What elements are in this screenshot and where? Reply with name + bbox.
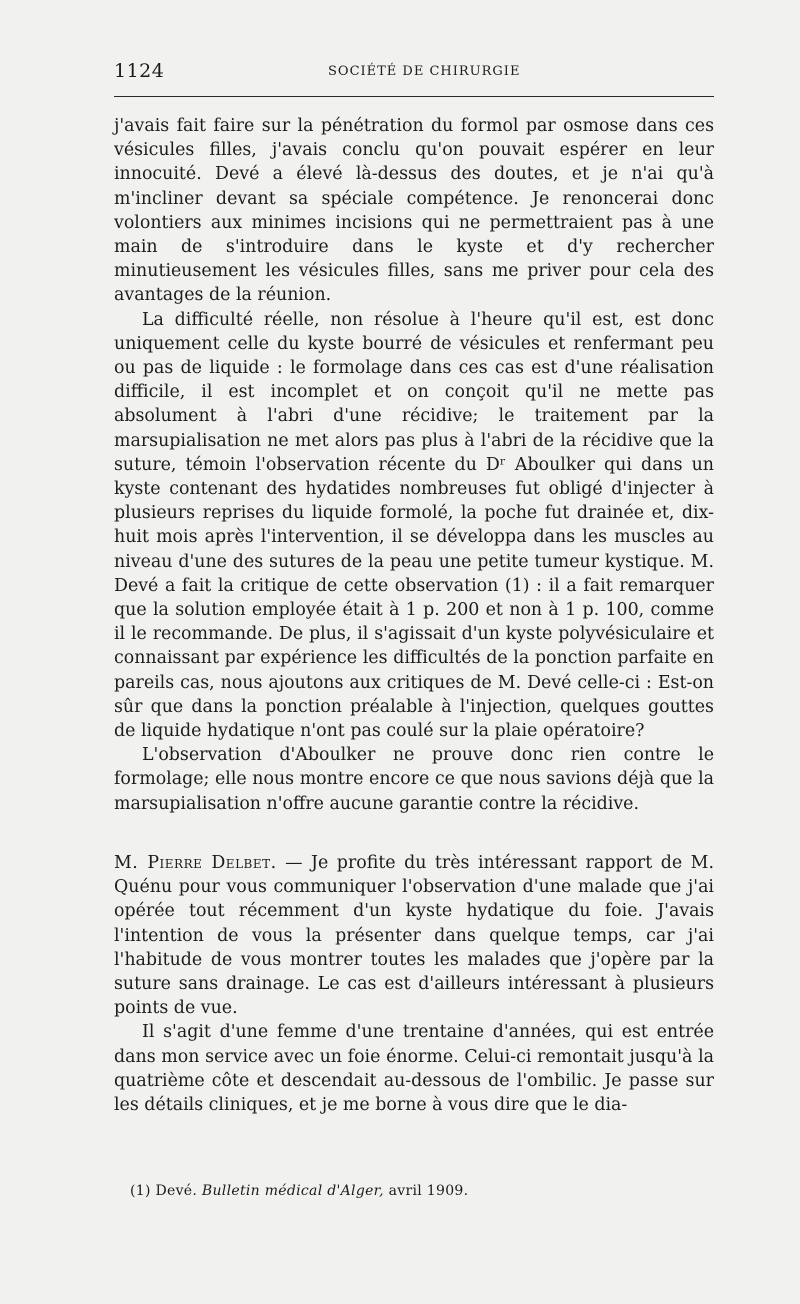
paragraph-aboulker: L'observation d'Aboulker ne prouve donc rien contre le formolage; elle nous montre encore ce que nous savions déjà que la marsupialisation n'offre aucune garantie contre la récidive.	[114, 745, 714, 814]
footnote-source: Bulletin médical d'Alger,	[201, 1183, 384, 1199]
footnote	[130, 1183, 468, 1199]
delbet-paragraph-2: Il s'agit d'une femme d'une trentaine d'années, qui est entrée dans mon service avec un foie énorme. Celui-ci remontait jusqu'à la quatrième côte et descendait au-dessous de l'ombilic. Je passe sur les détails cliniques, et je me borne à vous dire que le dia-	[114, 1022, 714, 1116]
header-rule	[114, 96, 714, 97]
delbet-paragraph	[114, 851, 714, 1020]
running-title: SOCIÉTÉ DE CHIRURGIE	[328, 64, 521, 79]
paragraph-continuation: j'avais fait faire sur la pénétration du formol par osmose dans ces vésicules filles, j'avais conclu qu'on pouvait espérer en leur innocuité. Devé a élevé là-dessus des doutes, et je n'ai qu'à m'incliner devant sa spéciale compétence. Je renoncerai donc volontiers aux minimes incisions qui ne permettraient pas à une main de s'introduire dans le kyste et d'y rechercher minutieusement les vésicules filles, sans me priver pour cela des avantages de la réunion.	[114, 116, 714, 306]
page-number: 1124	[114, 60, 165, 82]
delbet-section	[114, 851, 714, 1117]
footnote-date: avril 1909.	[388, 1183, 469, 1199]
delbet-text: — Je profite du très intéressant rapport de M. Quénu pour vous communiquer l'observation d'une malade que j'ai opérée tout récemment d'un kyste hydatique du foie. J'avais l'intention de vous la présenter dans quelque temps, car j'ai l'habitude de vous montrer toutes les malades que j'opère par la suture sans drainage. Le cas est d'ailleurs intéressant à plusieurs points de vue.	[114, 853, 714, 1019]
page-header	[114, 58, 714, 88]
footnote-marker: (1) Devé.	[130, 1183, 198, 1199]
speaker-name: M. Pierre Delbet.	[114, 853, 277, 873]
body-text	[114, 114, 714, 816]
paragraph-difficulty: La difficulté réelle, non résolue à l'heure qu'il est, est donc uniquement celle du kyste bourré de vésicules et renfermant peu ou pas de liquide : le formolage dans ces cas est d'une réalisation difficile, il est incomplet et on conçoit qu'il ne mette pas absolument à l'abri d'une récidive; le traitement par la marsupialisation ne met alors pas plus à l'abri de la récidive que la suture, témoin l'observation récente du Dʳ Aboulker qui dans un kyste contenant des hydatides nombreuses fut obligé d'injecter à plusieurs reprises du liquide formolé, la poche fut drainée et, dix-huit mois après l'intervention, il se développa dans les muscles au niveau d'une des sutures de la peau une petite tumeur kystique. M. Devé a fait la critique de cette observation (1) : il a fait remarquer que la solution employée était à 1 p. 200 et non à 1 p. 100, comme il le recommande. De plus, il s'agissait d'un kyste polyvésiculaire et connaissant par expérience les difficultés de la ponction parfaite en pareils cas, nous ajoutons aux critiques de M. Devé celle-ci : Est-on sûr que dans la ponction préalable à l'injection, quelques gouttes de liquide hydatique n'ont pas coulé sur la plaie opératoire?	[114, 309, 714, 742]
